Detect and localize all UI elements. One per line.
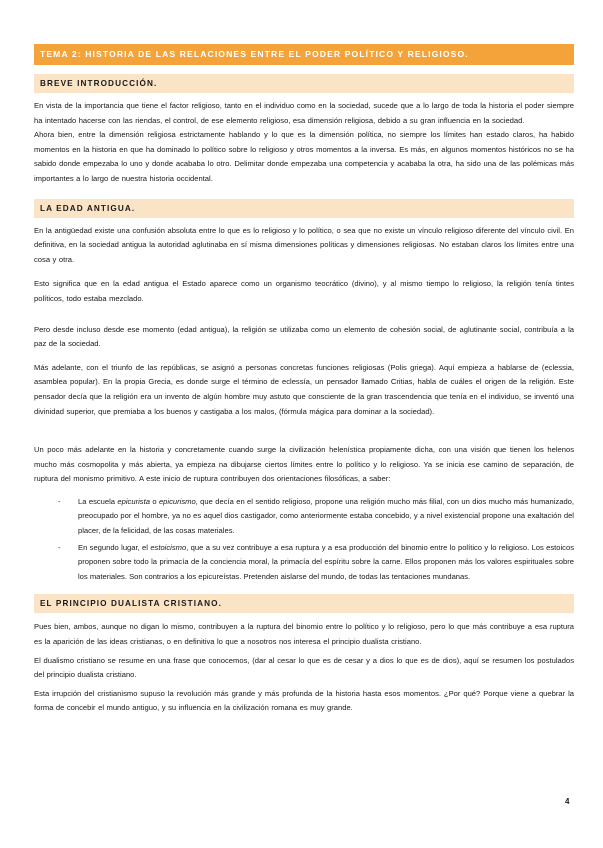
emphasis-term: epicurista [117,496,150,506]
section-heading-antigua: LA EDAD ANTIGUA. [34,199,574,218]
page-title: TEMA 2: HISTORIA DE LAS RELACIONES ENTRE EL PODER POLÍTICO Y RELIGIOSO. [34,44,574,65]
paragraph: En vista de la importancia que tiene el factor religioso, tanto en el individuo como en la sociedad, sucede que a lo largo de toda la historia el poder siempre ha intentado hacerse con las riendas, el control, de ese elemento religioso, esa dimensión religiosa, debido a su gran influencia en la sociedad. [34,101,574,125]
list-item-text: En segundo lugar, el [78,542,151,552]
bullet-dash: - [58,542,61,552]
paragraph: Más adelante, con el triunfo de las repúblicas, se asignó a personas concretas funciones religiosas (Polis griega). Aquí empieza a hablarse de (eclessia, asamblea popular). En la propia Grecia, es donde surge el término de eclessía, un pensador llamado Critias, habla de cuáles el origen de la religión. Este pensador decía que la religión era un invento de algún hombre muy astuto que consciente de la gran trascendencia que tenía en el individuo, se inventó una divinidad superior, que premiaba a los buenos y castigaba a los malos, (fórmula mágica para dominar a la sociedad). [34,362,574,416]
paragraph: Pues bien, ambos, aunque no digan lo mismo, contribuyen a la ruptura del binomio entre lo político y lo religioso, pero lo que más contribuye a esa ruptura es la aparición de las ideas cristianas, o en definitiva lo que a nosotros nos interesa el principio dualista cristiano. [34,622,574,647]
list-item [58,541,574,585]
paragraph: Pero desde incluso desde ese momento (edad antigua), la religión se utilizaba como un elemento de cohesión social, de aglutinante social, contribuía a la paz de la sociedad. [34,324,574,349]
paragraph: Esto significa que en la edad antigua el Estado aparece como un organismo teocrático (divino), y al mismo tiempo lo religioso, la religión tenía tintes políticos, todo estaba mezclado. [34,279,574,303]
section-heading-intro: BREVE INTRODUCCIÓN. [34,74,574,93]
emphasis-term: estoicismo [150,542,187,552]
document-page [34,44,574,716]
paragraph: Un poco más adelante en la historia y concretamente cuando surge la civilización helenística propiamente dicha, con una visión que tienen los helenos mucho más cosmopolita y más abierta, ya empieza na dibujarse ciertos límites entre lo político y lo religioso. Ya se inicia ese camino de separación, de ruptura del monismo primitivo. A este inicio de ruptura contribuyen dos orientaciones filosóficas, a saber: [34,445,574,484]
paragraph: En la antigüedad existe una confusión absoluta entre lo que es lo religioso y lo político, o sea que no existe un vínculo religioso diferente del vínculo civil. En definitiva, en la sociedad antigua la autoridad aglutinaba en sí misma dimensiones políticas y dimensiones religiosas. No estaban claros los límites entre una cosa y otra. [34,225,574,264]
emphasis-term: epicurismo [158,496,196,506]
bullet-dash: - [58,496,61,506]
list-item [58,495,574,539]
paragraph: Ahora bien, entre la dimensión religiosa estrictamente hablando y lo que es la dimensión política, no siempre los límites han estado claros, ha habido momentos en la historia en que ha dominado lo político sobre lo religioso y otros momentos a la inversa. Es más, en algunos momentos históricos no se ha sabido donde empezaba lo uno y donde acababa lo otro. Delimitar donde empezaba una competencia y acababa la otra, ha sido una de las polémicas más importantes a lo largo de nuestra historia occidental. [34,130,574,183]
list-item-text: , que decía en el sentido religioso, propone una religión mucho más filial, con un dios mucho más humanizado, preocupado por el hombre, ya no es aquel dios castigador, como anteriormente estaba concebido, y a nivel existencial propone una exaltación del placer, de la felicidad, de las cosas materiales. [78,496,574,536]
paragraph: Esta irrupción del cristianismo supuso la revolución más grande y más profunda de la historia hasta esos momentos. ¿Por qué? Porque viene a quebrar la forma de concebir el mundo antiguo, y su influencia en la civilización romana es muy grande. [34,688,574,713]
paragraph: El dualismo cristiano se resume en una frase que conocemos, (dar al cesar lo que es de cesar y a dios lo que es de dios), aquí se resumen los postulados del principio dualista cristiano. [34,655,574,680]
list-item-text: La escuela [78,496,118,506]
list-item-text: o [149,496,159,506]
list-item-text: , que a su vez contribuye a esa ruptura y a esa producción del binomio entre lo político y lo religioso. Los estoicos proponen sobre todo la primacía de la conciencia moral, la primacía del espíritu sobre la carne. Ellos proponen más los valores espirituales sobre los materiales. Son contrarios a los epicureístas. Pretenden aislarse del mundo, de todas las tentaciones mundanas. [78,542,574,581]
page-number: 4 [565,797,570,806]
bullet-list [34,495,574,585]
section-heading-cristiano: EL PRINCIPIO DUALISTA CRISTIANO. [34,594,574,613]
